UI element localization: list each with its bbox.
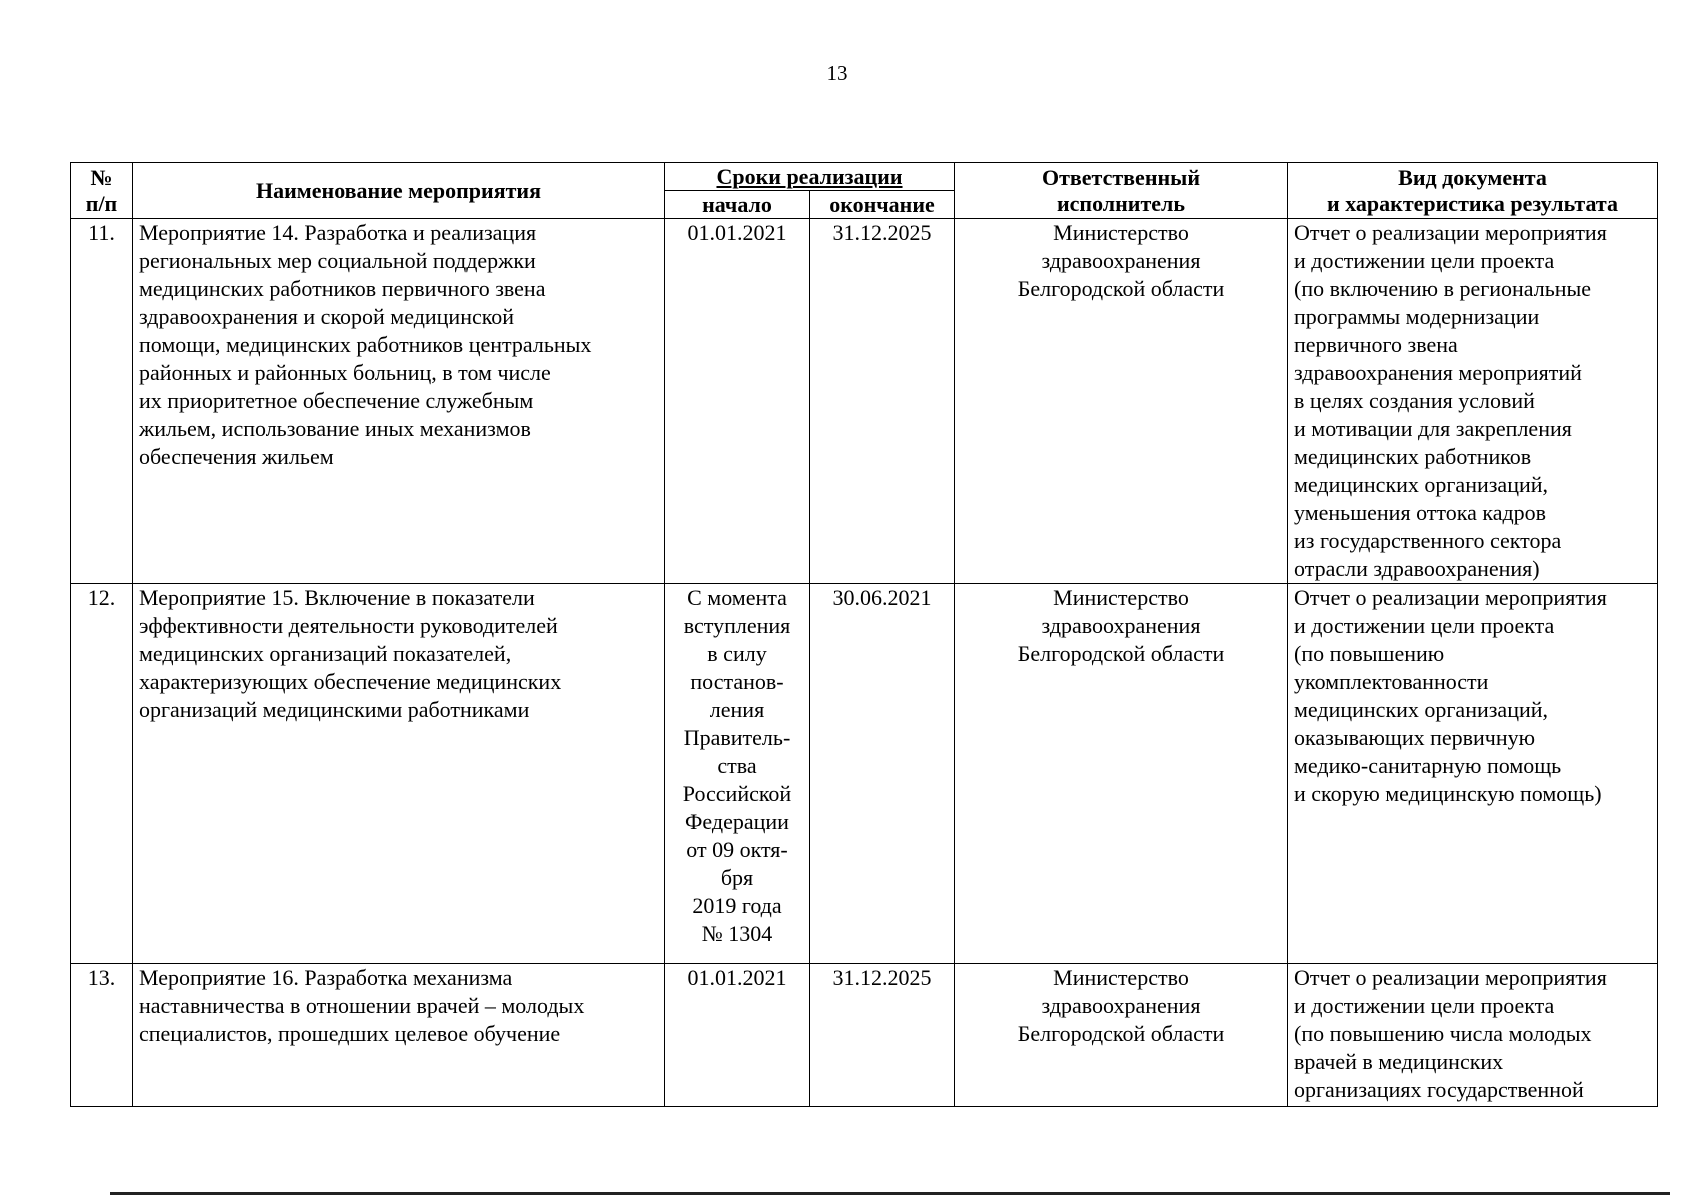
header-result: Вид документа и характеристика результата <box>1288 163 1658 219</box>
row-end-date: 31.12.2025 <box>810 219 955 584</box>
row-end-date: 31.12.2025 <box>810 964 955 1107</box>
header-name: Наименование мероприятия <box>133 163 665 219</box>
row-start-date: С момента вступления в силу постанов- ления Правитель- ства Российской Федерации от 09 октя- бря 2019 года № 1304 <box>665 584 810 964</box>
row-result: Отчет о реализации мероприятия и достижении цели проекта (по повышению числа молодых врачей в медицинских организациях государственной <box>1288 964 1658 1107</box>
row-result: Отчет о реализации мероприятия и достижении цели проекта (по повышению укомплектованности медицинских организаций, оказывающих первичную медико-санитарную помощь и скорую медицинскую помощь) <box>1288 584 1658 964</box>
header-num: № п/п <box>71 163 133 219</box>
row-activity-name: Мероприятие 14. Разработка и реализация региональных мер социальной поддержки медицинских работников первичного звена здравоохранения и скорой медицинской помощи, медицинских работников центральных районных и районных больниц, в том числе их приоритетное обеспечение служебным жильем, использование иных механизмов обеспечения жильем <box>133 219 665 584</box>
header-period: Сроки реализации <box>665 163 955 191</box>
row-activity-name: Мероприятие 16. Разработка механизма наставничества в отношении врачей – молодых специалистов, прошедших целевое обучение <box>133 964 665 1107</box>
table-row <box>71 584 1658 964</box>
bottom-divider <box>110 1192 1670 1195</box>
row-num: 12. <box>71 584 133 964</box>
table-row <box>71 964 1658 1107</box>
header-start: начало <box>665 191 810 219</box>
header-responsible: Ответственный исполнитель <box>955 163 1288 219</box>
row-responsible: Министерство здравоохранения Белгородской области <box>955 219 1288 584</box>
activities-table <box>70 162 1658 1107</box>
row-num: 11. <box>71 219 133 584</box>
row-start-date: 01.01.2021 <box>665 219 810 584</box>
page-number: 13 <box>826 61 848 85</box>
row-activity-name: Мероприятие 15. Включение в показатели эффективности деятельности руководителей медицинских организаций показателей, характеризующих обеспечение медицинских организаций медицинскими работниками <box>133 584 665 964</box>
row-responsible: Министерство здравоохранения Белгородской области <box>955 584 1288 964</box>
row-result: Отчет о реализации мероприятия и достижении цели проекта (по включению в региональные программы модернизации первичного звена здравоохранения мероприятий в целях создания условий и мотивации для закрепления медицинских работников медицинских организаций, уменьшения оттока кадров из государственного сектора отрасли здравоохранения) <box>1288 219 1658 584</box>
row-start-date: 01.01.2021 <box>665 964 810 1107</box>
header-end: окончание <box>810 191 955 219</box>
row-num: 13. <box>71 964 133 1107</box>
row-responsible: Министерство здравоохранения Белгородской области <box>955 964 1288 1107</box>
row-end-date: 30.06.2021 <box>810 584 955 964</box>
table-row <box>71 219 1658 584</box>
table-header <box>71 163 1658 219</box>
